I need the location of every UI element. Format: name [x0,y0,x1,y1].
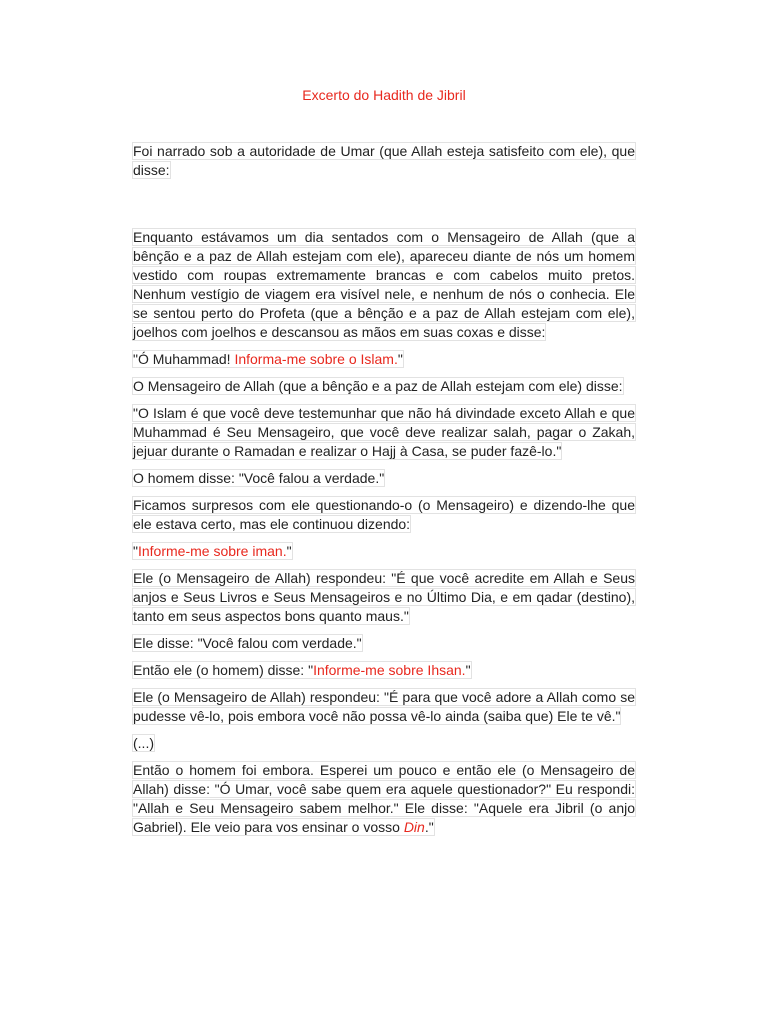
highlight-iman: Informe-me sobre iman. [137,543,287,559]
paragraph-intro-text: Foi narrado sob a autoridade de Umar (que Allah esteja satisfeito com ele), que disse: [133,143,635,178]
quote-prefix: " [133,543,138,559]
quote-prefix: "Ó Muhammad! [133,351,235,367]
paragraph-islam-answer [133,404,635,461]
paragraph-islam-question [133,350,635,369]
closing-suffix: ." [424,819,434,835]
paragraph-ellipsis-text: (...) [133,735,154,751]
quote-suffix: " [286,543,292,559]
paragraph-truth-2-text: Ele disse: "Você falou com verdade." [133,635,362,651]
highlight-islam: Informa-me sobre o Islam. [234,351,398,367]
paragraph-narrative [133,228,635,342]
paragraph-iman-answer-text: Ele (o Mensageiro de Allah) respondeu: "É que você acredite em Allah e Seus anjos e Seus Livros e Seus Mensageiros e no Último Dia, e em qadar (destino), tanto em seus aspectos bons quanto maus." [133,570,635,624]
paragraph-surprised-text: Ficamos surpresos com ele questionando-o (o Mensageiro) e dizendo-lhe que ele estava certo, mas ele continuou dizendo: [133,497,635,532]
paragraph-islam-answer-text: "O Islam é que você deve testemunhar que não há divindade exceto Allah e que Muhammad é Seu Mensageiro, que você deve realizar salah, pagar o Zakah, jejuar durante o Ramadan e realizar o Hajj à Casa, se puder fazê-lo." [133,405,635,459]
highlight-din: Din [403,819,425,835]
paragraph-ellipsis [133,734,635,753]
closing-main: Então o homem foi embora. Esperei um pouco e então ele (o Mensageiro de Allah) disse: "Ó Umar, você sabe quem era aquele questionador?" Eu respondi: "Allah e Seu Mensageiro sabem melhor." Ele disse: "Aquele era Jibril (o anjo Gabriel). Ele veio para vos ensinar o vosso [133,762,635,835]
document-body [133,142,635,837]
paragraph-closing-text [133,762,635,835]
paragraph-truth-text: O homem disse: "Você falou a verdade." [133,470,385,486]
document-title [0,86,768,104]
paragraph-surprised [133,496,635,534]
paragraph-intro [133,142,635,180]
quote-prefix: Então ele (o homem) disse: " [133,662,314,678]
quote-suffix: " [397,351,403,367]
paragraph-iman-question-text [133,543,292,559]
paragraph-iman-answer [133,569,635,626]
paragraph-islam-question-text [133,351,403,367]
paragraph-narrative-text: Enquanto estávamos um dia sentados com o Mensageiro de Allah (que a bênção e a paz de Allah estejam com ele), apareceu diante de nós um homem vestido com roupas extremamente brancas e com cabelos muito pretos. Nenhum vestígio de viagem era visível nele, e nenhum de nós o conhecia. Ele se sentou perto do Profeta (que a bênção e a paz de Allah estejam com ele), joelhos com joelhos e descansou as mãos em suas coxas e disse: [133,229,635,340]
title-text: Excerto do Hadith de Jibril [302,87,466,103]
paragraph-ihsan-answer [133,688,635,726]
highlight-ihsan: Informe-me sobre Ihsan. [313,662,466,678]
paragraph-messenger-said [133,377,635,396]
paragraph-iman-question [133,542,635,561]
paragraph-ihsan-question-text [133,662,471,678]
paragraph-ihsan-question [133,661,635,680]
paragraph-ihsan-answer-text: Ele (o Mensageiro de Allah) respondeu: "É para que você adore a Allah como se pudesse vê-lo, pois embora você não possa vê-lo ainda (saiba que) Ele te vê." [133,689,635,724]
paragraph-messenger-said-text: O Mensageiro de Allah (que a bênção e a paz de Allah estejam com ele) disse: [133,378,623,394]
paragraph-truth-2 [133,634,635,653]
paragraph-truth [133,469,635,488]
paragraph-closing [133,761,635,837]
quote-suffix: " [465,662,471,678]
